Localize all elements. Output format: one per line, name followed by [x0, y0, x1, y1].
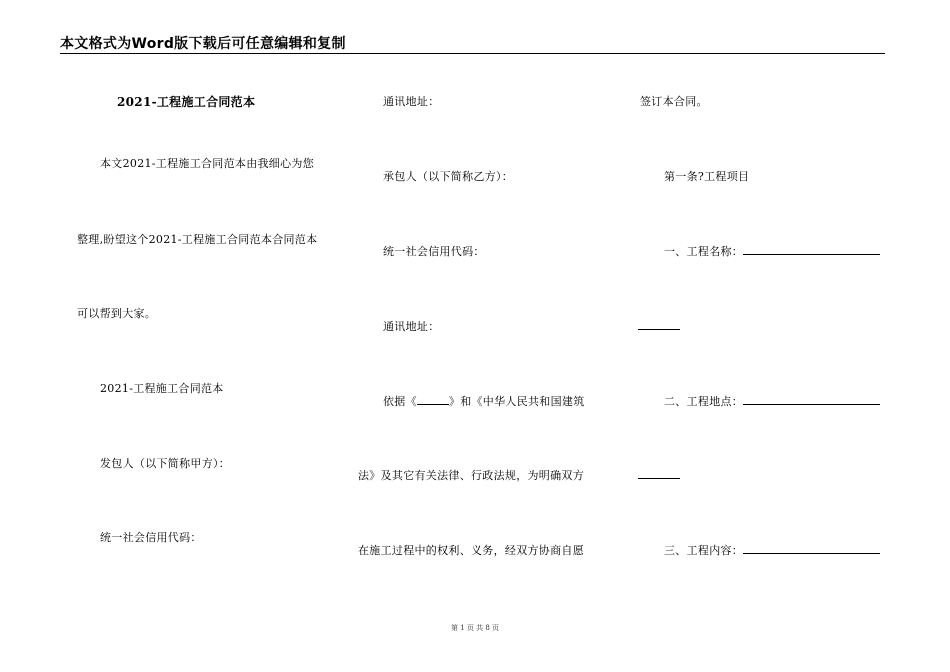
project-location-blank	[743, 396, 880, 405]
project-location-label: 二、工程地点：	[664, 395, 744, 408]
sign-contract-line: 签订本合同。	[640, 95, 708, 108]
party-a-label: 发包人（以下简称甲方）：	[100, 457, 231, 470]
intro-line-3: 可以帮到大家。	[77, 307, 157, 320]
law-line: 法》及其它有关法律、行政法规，为明确双方	[358, 469, 584, 482]
intro-line-2: 整理,盼望这个2021-工程施工合同范本合同范本	[77, 233, 318, 246]
rights-line: 在施工过程中的权利、义务，经双方协商自愿	[358, 544, 584, 557]
project-name-field	[664, 243, 880, 259]
party-b-credit-code-label: 统一社会信用代码：	[383, 245, 485, 258]
document-title: 2021-工程施工合同范本	[117, 95, 256, 109]
project-name-blank	[743, 246, 880, 255]
contract-subtitle: 2021-工程施工合同范本	[100, 382, 224, 395]
page-number: 第 1 页 共 8 页	[450, 624, 500, 632]
project-name-label: 一、工程名称：	[664, 245, 744, 258]
project-content-blank	[743, 545, 880, 554]
header-divider	[60, 53, 885, 54]
project-name-blank-continued	[638, 329, 680, 330]
party-b-address-label: 通讯地址：	[383, 320, 440, 333]
project-content-label: 三、工程内容：	[664, 544, 744, 557]
project-location-field	[664, 393, 880, 409]
header-title: 本文格式为Word版下载后可任意编辑和复制	[60, 36, 346, 52]
party-a-address-label: 通讯地址：	[383, 95, 440, 108]
project-content-field	[664, 542, 880, 558]
legal-basis-line	[383, 393, 585, 409]
legal-basis-prefix: 依据《	[383, 395, 417, 408]
party-a-credit-code-label: 统一社会信用代码：	[100, 531, 202, 544]
article-1-heading: 第一条?工程项目	[664, 170, 750, 183]
project-location-blank-continued	[638, 478, 680, 479]
blank-underline	[417, 397, 449, 405]
party-b-label: 承包人（以下简称乙方）：	[383, 170, 514, 183]
legal-basis-suffix: 》和《中华人民共和国建筑	[448, 395, 585, 408]
intro-line-1: 本文2021-工程施工合同范本由我细心为您	[100, 157, 315, 170]
